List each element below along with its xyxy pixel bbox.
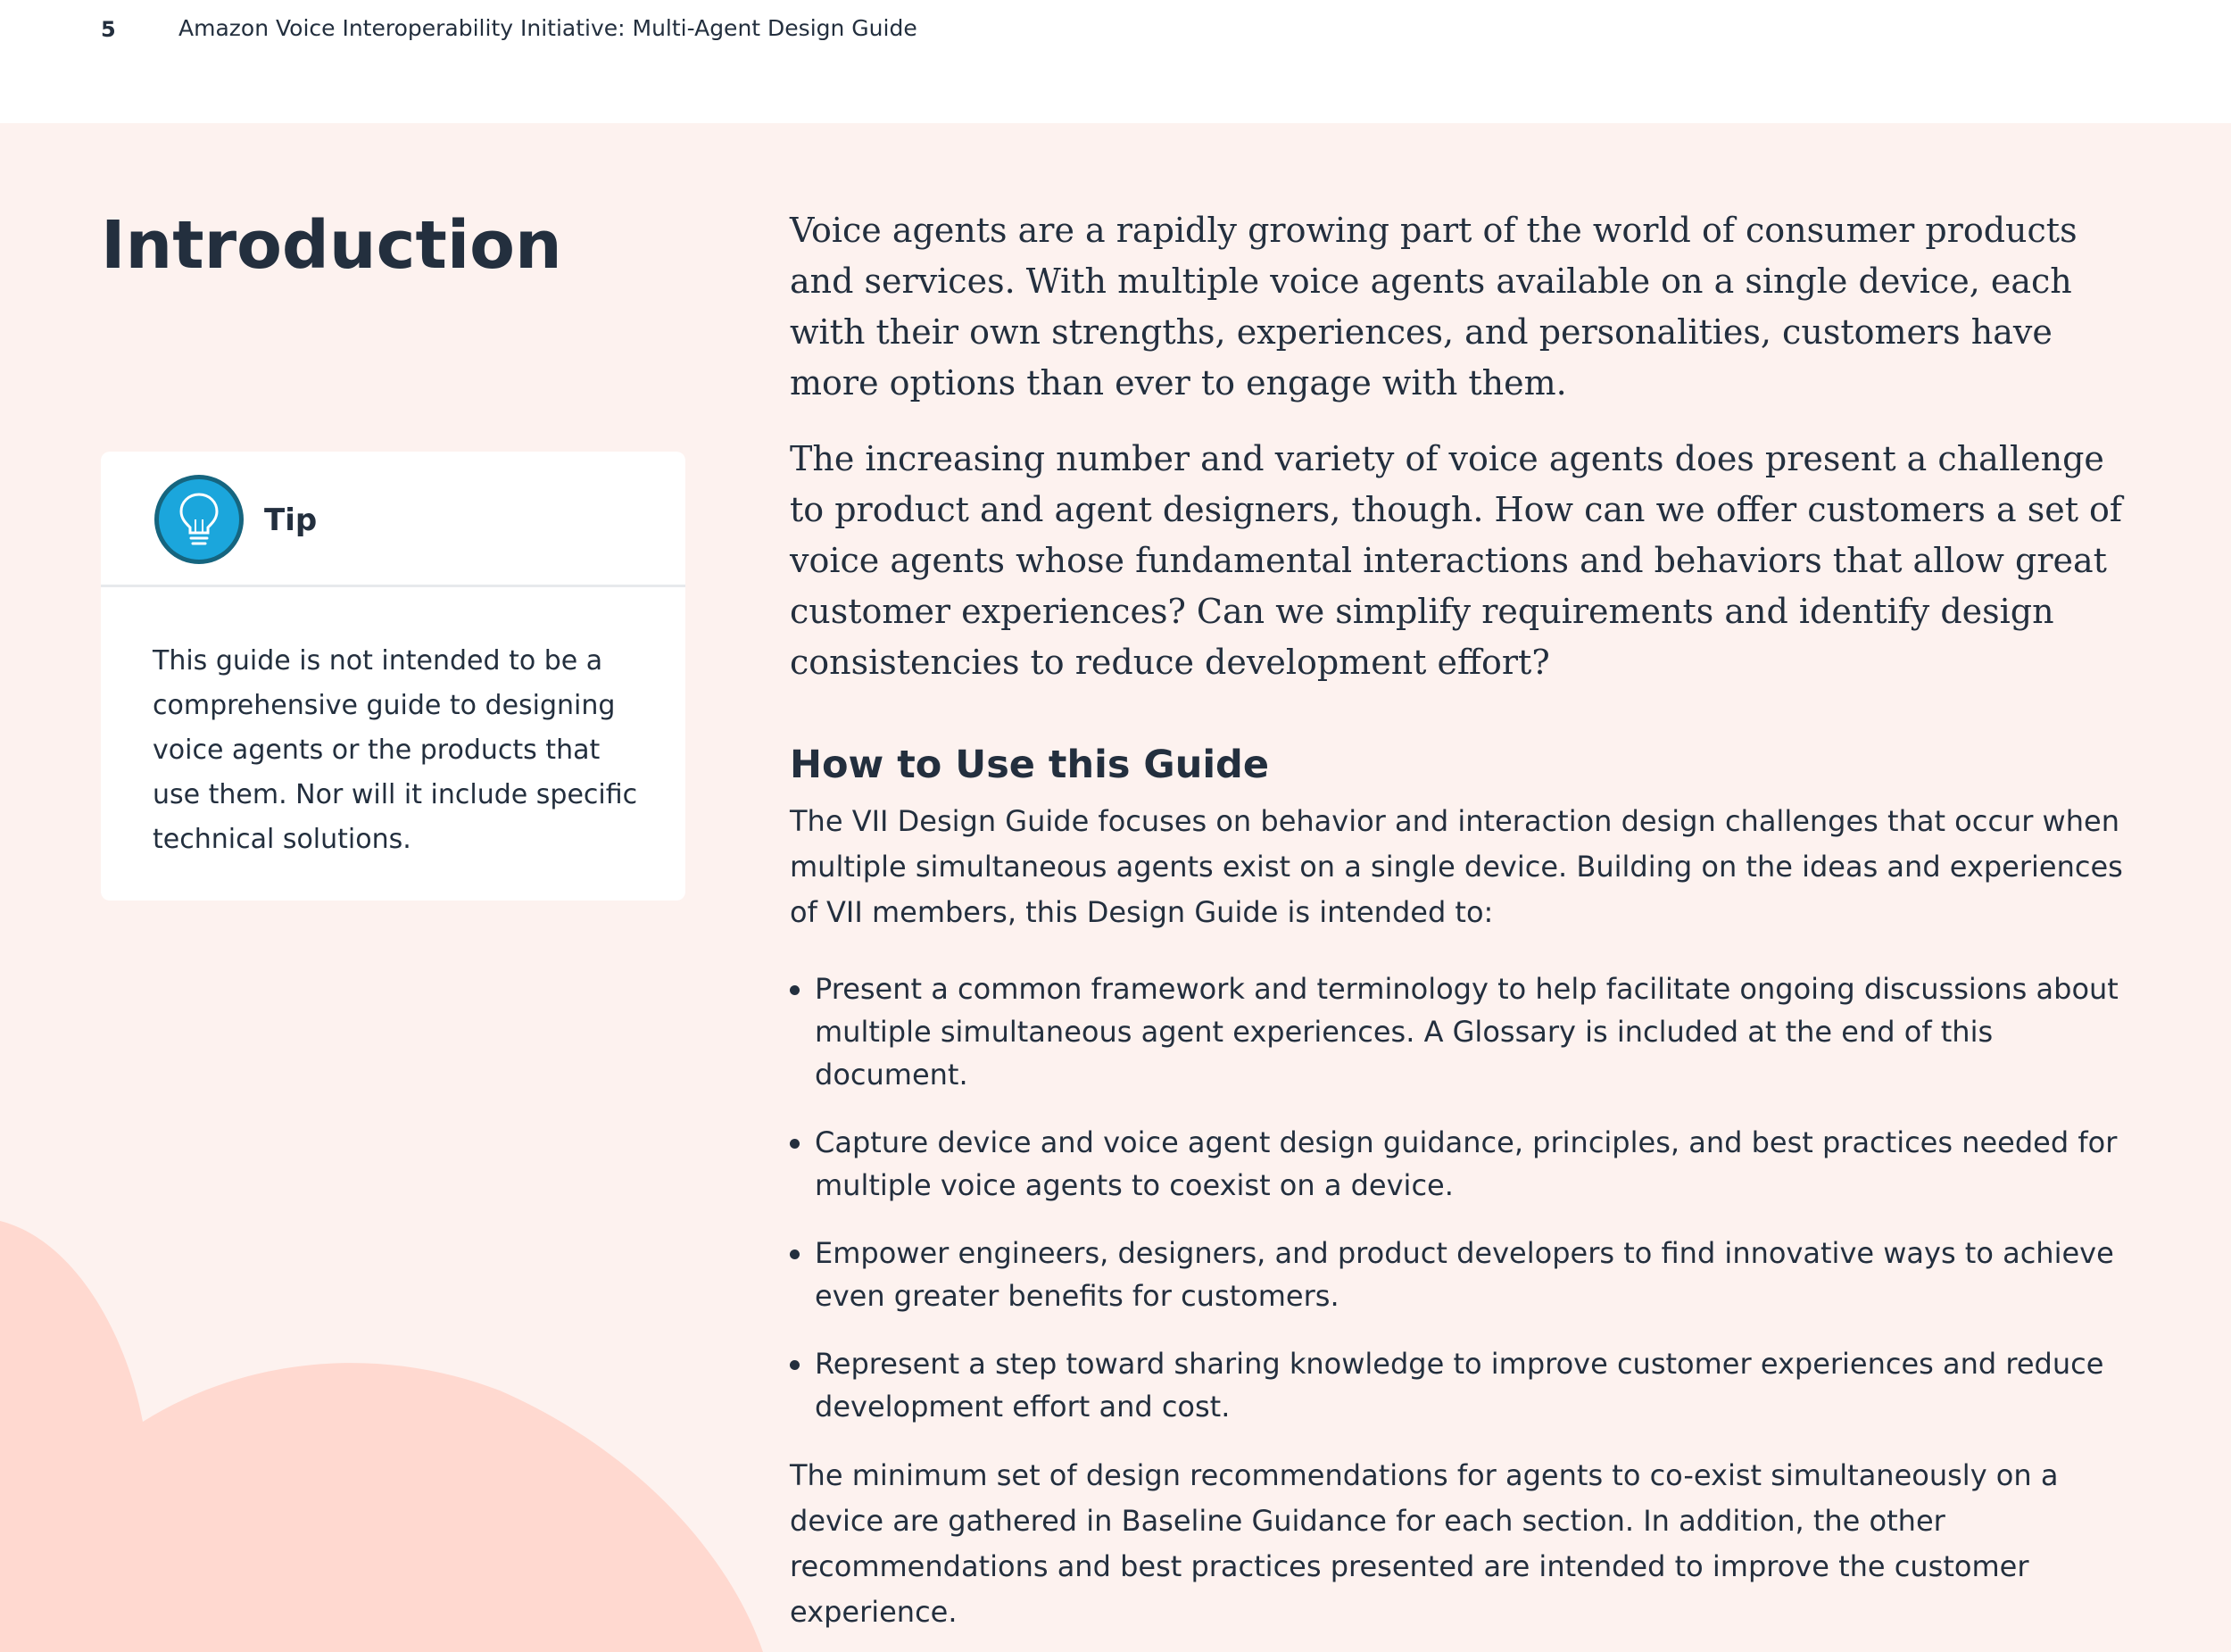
list-item bbox=[790, 1121, 2137, 1207]
tip-card-header bbox=[101, 452, 685, 587]
list-item bbox=[790, 967, 2137, 1096]
list-item bbox=[790, 1232, 2137, 1317]
lead-paragraph: Voice agents are a rapidly growing part of the world of consumer products and services. With multiple voice agents available on a single device, each with their own strengths, experiences, and personalities, customers have more options than ever to engage with them. bbox=[790, 211, 2078, 403]
main-column bbox=[790, 205, 2137, 1635]
list-item-text: Empower engineers, designers, and product developers to find innovative ways to achieve even greater benefits for customers. bbox=[815, 1236, 2114, 1313]
closing-paragraph: The minimum set of design recommendations for agents to co-exist simultaneously on a device are gathered in Baseline Guidance for each section. In addition, the other recommendations and best practices presented are intended to improve the customer experience. bbox=[790, 1458, 2059, 1629]
list-item bbox=[790, 1342, 2137, 1428]
subheading: How to Use this Guide bbox=[790, 743, 1269, 787]
list-item-text: Present a common framework and terminology to help facilitate ongoing discussions about multiple simultaneous agent experiences. A Glossary is included at the end of this document. bbox=[815, 972, 2119, 1092]
document-title: Amazon Voice Interoperability Initiative: Multi-Agent Design Guide bbox=[178, 15, 917, 41]
bullet-icon bbox=[790, 1360, 800, 1370]
content-area bbox=[0, 123, 2231, 1652]
tip-card bbox=[101, 452, 685, 901]
lead-paragraph: The increasing number and variety of voice agents does present a challenge to product and agent designers, though. How can we offer customers a set of voice agents whose fundamental interactions and behaviors that allow great customer experiences? Can we simplify requirements and identify design consistencies to reduce development effort? bbox=[790, 439, 2122, 682]
intro-paragraph: The VII Design Guide focuses on behavior and interaction design challenges that occur when multiple simultaneous agents exist on a single device. Building on the ideas and experiences of VII members, this Design Guide is intended to: bbox=[790, 804, 2123, 929]
page-header bbox=[0, 0, 2231, 123]
bullet-icon bbox=[790, 1139, 800, 1149]
page-number: 5 bbox=[101, 17, 116, 42]
list-item-text: Capture device and voice agent design guidance, principles, and best practices needed for multiple voice agents to coexist on a device. bbox=[815, 1125, 2118, 1202]
bullet-list bbox=[790, 967, 2137, 1428]
tip-text: This guide is not intended to be a comprehensive guide to designing voice agents or the products that use them. Nor will it include specific technical solutions. bbox=[153, 645, 638, 855]
section-title: Introduction bbox=[101, 207, 562, 284]
list-item-text: Represent a step toward sharing knowledge to improve customer experiences and reduce development effort and cost. bbox=[815, 1347, 2104, 1424]
tip-label: Tip bbox=[264, 502, 318, 538]
lightbulb-icon bbox=[153, 473, 245, 566]
bullet-icon bbox=[790, 1249, 800, 1259]
bullet-icon bbox=[790, 985, 800, 995]
